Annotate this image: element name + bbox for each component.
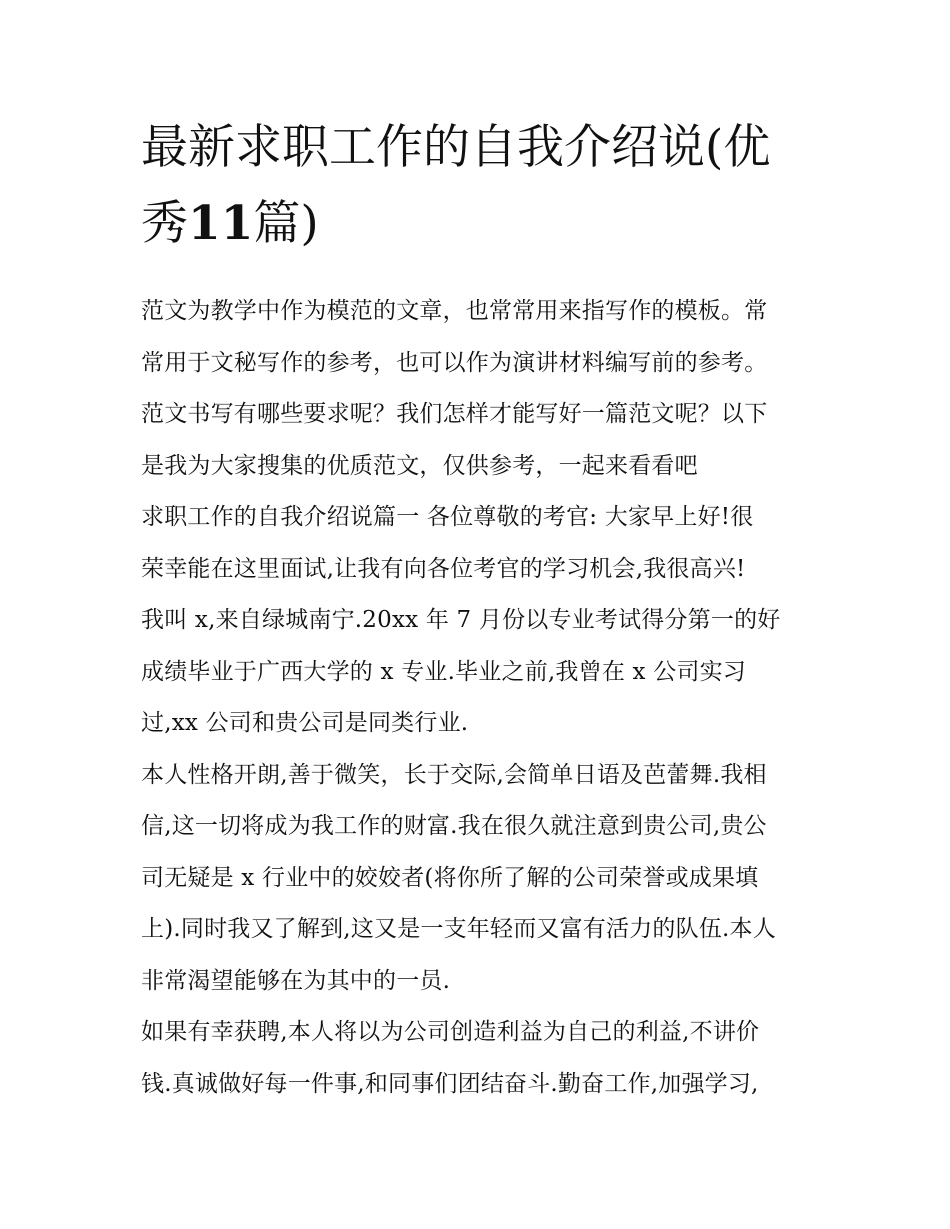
title-line-1: 最新求职工作的自我介绍说(优 — [141, 120, 771, 175]
text-line: 司无疑是 x 行业中的姣姣者(将你所了解的公司荣誉或成果填 — [141, 864, 759, 891]
text-line: 如果有幸获聘,本人将以为公司创造利益为自己的利益,不讲价 — [141, 1019, 760, 1045]
paragraph-3 — [141, 1007, 813, 1110]
text-line: 范文为教学中作为模范的文章，也常常用来指写作的模板。常 — [141, 298, 768, 324]
text-line: 常用于文秘写作的参考，也可以作为演讲材料编写前的参考。 — [141, 349, 768, 376]
text-line: 求职工作的自我介绍说篇一 各位尊敬的考官: 大家早上好!很 — [141, 504, 754, 530]
text-line: 范文书写有哪些要求呢？我们怎样才能写好一篇范文呢？以下 — [141, 401, 768, 427]
text-line: 是我为大家搜集的优质范文，仅供参考，一起来看看吧 — [141, 452, 698, 479]
paragraph-2 — [141, 750, 813, 1008]
title-line-2-number: 11 — [188, 196, 254, 251]
document-page — [141, 110, 813, 1110]
text-line: 非常渴望能够在为其中的一员. — [141, 967, 451, 994]
document-title — [141, 110, 813, 262]
text-line: 信,这一切将成为我工作的财富.我在很久就注意到贵公司,贵公 — [141, 813, 767, 839]
document-body — [141, 286, 813, 1110]
text-line: 钱.真诚做好每一件事,和同事们团结奋斗.勤奋工作,加强学习, — [141, 1070, 759, 1097]
text-line: 过,xx 公司和贵公司是同类行业. — [141, 710, 469, 736]
text-line: 我叫 x,来自绿城南宁.20xx 年 7 月份以专业考试得分第一的好 — [141, 607, 781, 633]
title-line-2-prefix: 秀 — [141, 196, 188, 251]
title-line-2-suffix: 篇) — [253, 196, 319, 251]
text-line: 上).同时我又了解到,这又是一支年轻而又富有活力的队伍.本人 — [141, 916, 776, 942]
text-line: 成绩毕业于广西大学的 x 专业.毕业之前,我曾在 x 公司实习 — [141, 658, 747, 685]
section-1-paragraph — [141, 492, 813, 750]
text-line: 本人性格开朗,善于微笑，长于交际,会简单日语及芭蕾舞.我相 — [141, 761, 767, 788]
intro-paragraph — [141, 286, 813, 492]
text-line: 荣幸能在这里面试,让我有向各位考官的学习机会,我很高兴! — [141, 555, 746, 582]
